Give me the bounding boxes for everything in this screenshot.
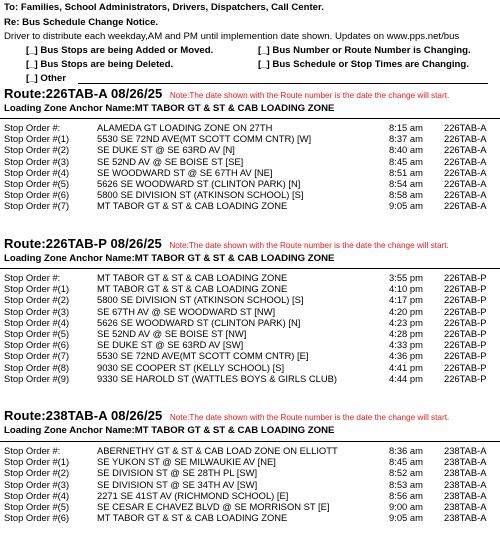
- stop-order-label: Stop Order #(3): [4, 305, 70, 317]
- checkbox-other-label: [_] Other: [26, 73, 66, 84]
- loading-zone-anchor: Loading Zone Anchor Name:MT TABOR GT & ST & CAB LOADING ZONE: [4, 103, 335, 114]
- stop-route-code: 226TAB-P: [444, 350, 487, 362]
- stop-order-label: Stop Order #(4): [4, 166, 70, 178]
- stop-order-label: Stop Order #(7): [4, 200, 70, 212]
- stop-time: 4:23 pm: [389, 316, 423, 328]
- stop-order-label: Stop Order #(3): [4, 155, 70, 167]
- stop-order-label: Stop Order #:: [4, 445, 61, 456]
- table-row: [0, 362, 500, 373]
- stop-route-code: 226TAB-P: [444, 316, 487, 328]
- table-row: [0, 178, 500, 189]
- stop-order-label: Stop Order #(6): [4, 189, 70, 201]
- stop-order-label: Stop Order #(8): [4, 361, 70, 373]
- table-row: [0, 133, 500, 144]
- stop-route-code: 238TAB-A: [444, 489, 487, 501]
- other-write-in-line: [78, 83, 488, 84]
- stop-location: SE WOODWARD ST @ SE 67TH AV [NE]: [97, 166, 273, 178]
- distribution-instruction: Driver to distribute each weekday,AM and PM until implemention date shown. Updates on www.pps.net/bus: [4, 31, 460, 42]
- stop-time: 4:44 pm: [389, 372, 423, 384]
- stop-order-label: Stop Order #(1): [4, 283, 70, 295]
- stop-time: 8:56 am: [389, 489, 423, 501]
- stop-order-label: Stop Order #(6): [4, 339, 70, 351]
- stop-time: 8:15 am: [389, 122, 423, 133]
- re-line: [4, 17, 158, 29]
- table-row: [0, 479, 500, 490]
- stop-location: MT TABOR GT & ST & CAB LOADING ZONE: [97, 200, 288, 212]
- stop-location: 5626 SE WOODWARD ST (CLINTON PARK) [N]: [97, 316, 301, 328]
- route-note: Note:The date shown with the Route number is the date the change will start.: [169, 413, 450, 422]
- stop-order-label: Stop Order #:: [4, 122, 61, 133]
- stop-location: SE 52ND AV @ SE BOISE ST [NW]: [97, 327, 247, 339]
- stop-order-label: Stop Order #(5): [4, 500, 70, 512]
- table-row: [0, 339, 500, 350]
- stop-time: 4:28 pm: [389, 327, 423, 339]
- stop-order-label: Stop Order #(6): [4, 512, 70, 524]
- stop-route-code: 226TAB-P: [444, 372, 487, 384]
- stop-route-code: 226TAB-P: [444, 339, 487, 351]
- stop-route-code: 226TAB-A: [444, 177, 487, 189]
- stop-route-code: 226TAB-A: [444, 166, 487, 178]
- route-title: Route:226TAB-P 08/26/25: [4, 236, 162, 251]
- stop-time: 8:36 am: [389, 445, 423, 456]
- table-row: [0, 350, 500, 361]
- route-note: Note:The date shown with the Route number is the date the change will start.: [169, 241, 449, 250]
- table-row: [0, 283, 500, 294]
- table-row: [0, 122, 500, 133]
- stop-route-code: 226TAB-A: [444, 133, 487, 145]
- stop-time: 4:17 pm: [389, 294, 423, 306]
- route-heading: [4, 407, 449, 425]
- route-title: Route:238TAB-A 08/26/25: [4, 408, 163, 423]
- table-row: [0, 144, 500, 155]
- stop-location: 9330 SE HAROLD ST (WATTLES BOYS & GIRLS CLUB): [97, 372, 337, 384]
- stop-time: 4:41 pm: [389, 361, 423, 373]
- table-row: [0, 189, 500, 200]
- section-divider: [0, 441, 500, 442]
- checkbox-bus-number-changing[interactable]: [_] Bus Number or Route Number is Changing.: [258, 45, 471, 56]
- table-row: [0, 512, 500, 523]
- stop-time: 8:45 am: [389, 456, 423, 468]
- re-label: Re:: [4, 17, 20, 28]
- stops-table: [0, 445, 500, 523]
- stop-order-label: Stop Order #(3): [4, 478, 70, 490]
- section-divider: [0, 268, 500, 269]
- table-row: [0, 490, 500, 501]
- stop-time: 8:51 am: [389, 166, 423, 178]
- table-row: [0, 317, 500, 328]
- stop-order-label: Stop Order #:: [4, 272, 61, 283]
- stop-location: SE 52ND AV @ SE BOISE ST [SE]: [97, 155, 244, 167]
- stop-route-code: 238TAB-A: [444, 445, 487, 456]
- stop-route-code: 226TAB-P: [444, 272, 487, 283]
- table-row: [0, 467, 500, 478]
- checkbox-schedule-changing[interactable]: [_] Bus Schedule or Stop Times are Changing.: [258, 59, 469, 70]
- stop-order-label: Stop Order #(5): [4, 327, 70, 339]
- stop-location: ALAMEDA GT LOADING ZONE ON 27TH: [97, 122, 273, 133]
- stop-location: SE YUKON ST @ SE MILWAUKIE AV [NE]: [97, 456, 276, 468]
- stop-location: SE DUKE ST @ SE 63RD AV [SW]: [97, 339, 244, 351]
- stop-time: 9:05 am: [389, 512, 423, 524]
- stop-time: 4:33 pm: [389, 339, 423, 351]
- table-row: [0, 200, 500, 211]
- stop-time: 8:58 am: [389, 189, 423, 201]
- stop-location: MT TABOR GT & ST & CAB LOADING ZONE: [97, 272, 288, 283]
- stop-route-code: 226TAB-A: [444, 155, 487, 167]
- stop-time: 8:53 am: [389, 478, 423, 490]
- stop-time: 9:05 am: [389, 200, 423, 212]
- stop-route-code: 238TAB-A: [444, 467, 487, 479]
- stop-time: 4:36 pm: [389, 350, 423, 362]
- table-row: [0, 156, 500, 167]
- stop-route-code: 226TAB-A: [444, 189, 487, 201]
- checkbox-stops-deleted[interactable]: [_] Bus Stops are being Deleted.: [26, 59, 174, 70]
- stop-location: SE CESAR E CHAVEZ BLVD @ SE MORRISON ST [E]: [97, 500, 330, 512]
- stop-time: 9:00 am: [389, 500, 423, 512]
- stop-location: SE 67TH AV @ SE WOODWARD ST [NW]: [97, 305, 276, 317]
- stop-order-label: Stop Order #(2): [4, 144, 70, 156]
- table-row: [0, 456, 500, 467]
- stop-order-label: Stop Order #(2): [4, 467, 70, 479]
- stop-time: 8:52 am: [389, 467, 423, 479]
- route-note: Note:The date shown with the Route number is the date the change will start.: [169, 91, 450, 100]
- stop-route-code: 226TAB-P: [444, 361, 487, 373]
- stop-location: 5800 SE DIVISION ST (ATKINSON SCHOOL) [S]: [97, 189, 304, 201]
- stop-time: 4:10 pm: [389, 283, 423, 295]
- stop-location: 9030 SE COOPER ST (KELLY SCHOOL) [S]: [97, 361, 285, 373]
- loading-zone-anchor: Loading Zone Anchor Name:MT TABOR GT & ST & CAB LOADING ZONE: [4, 425, 335, 436]
- to-label: To:: [4, 2, 19, 13]
- checkbox-other[interactable]: [26, 73, 66, 85]
- stop-route-code: 226TAB-P: [444, 305, 487, 317]
- stop-location: MT TABOR GT & ST & CAB LOADING ZONE: [97, 512, 288, 524]
- stop-time: 8:45 am: [389, 155, 423, 167]
- table-row: [0, 445, 500, 456]
- stop-order-label: Stop Order #(4): [4, 316, 70, 328]
- stops-table: [0, 272, 500, 384]
- stop-order-label: Stop Order #(4): [4, 489, 70, 501]
- stop-location: 5530 SE 72ND AVE(MT SCOTT COMM CNTR) [W]: [97, 133, 312, 145]
- stop-order-label: Stop Order #(7): [4, 350, 70, 362]
- stop-order-label: Stop Order #(5): [4, 177, 70, 189]
- stop-route-code: 226TAB-P: [444, 327, 487, 339]
- stop-route-code: 226TAB-A: [444, 122, 487, 133]
- stop-location: 2271 SE 41ST AV (RICHMOND SCHOOL) [E]: [97, 489, 289, 501]
- stop-route-code: 226TAB-A: [444, 144, 487, 156]
- stop-order-label: Stop Order #(2): [4, 294, 70, 306]
- stop-time: 8:40 am: [389, 144, 423, 156]
- stop-location: 5800 SE DIVISION ST (ATKINSON SCHOOL) [S]: [97, 294, 304, 306]
- route-title: Route:226TAB-A 08/26/25: [4, 86, 163, 101]
- stops-table: [0, 122, 500, 212]
- table-row: [0, 373, 500, 384]
- checkbox-stops-added[interactable]: [_] Bus Stops are being Added or Moved.: [26, 45, 214, 56]
- table-row: [0, 294, 500, 305]
- stop-time: 8:37 am: [389, 133, 423, 145]
- stop-location: SE DIVISION ST @ SE 28TH PL [SW]: [97, 467, 258, 479]
- table-row: [0, 167, 500, 178]
- route-heading: [4, 235, 449, 253]
- stop-route-code: 238TAB-A: [444, 478, 487, 490]
- stop-location: 5530 SE 72ND AVE(MT SCOTT COMM CNTR) [E]: [97, 350, 309, 362]
- table-row: [0, 501, 500, 512]
- table-row: [0, 306, 500, 317]
- table-row: [0, 272, 500, 283]
- stop-route-code: 226TAB-A: [444, 200, 487, 212]
- stop-route-code: 238TAB-A: [444, 456, 487, 468]
- stop-time: 8:54 am: [389, 177, 423, 189]
- stop-location: ABERNETHY GT & ST & CAB LOAD ZONE ON ELLIOTT: [97, 445, 338, 456]
- stop-order-label: Stop Order #(9): [4, 372, 70, 384]
- table-row: [0, 328, 500, 339]
- stop-order-label: Stop Order #(1): [4, 456, 70, 468]
- stop-order-label: Stop Order #(1): [4, 133, 70, 145]
- stop-location: MT TABOR GT & ST & CAB LOADING ZONE: [97, 283, 288, 295]
- to-text: Families, School Administrators, Drivers, Dispatchers, Call Center.: [20, 2, 324, 13]
- stop-route-code: 238TAB-A: [444, 512, 487, 524]
- stop-location: SE DIVISION ST @ SE 34TH AV [SW]: [97, 478, 258, 490]
- stop-route-code: 226TAB-P: [444, 283, 487, 295]
- stop-location: 5626 SE WOODWARD ST (CLINTON PARK) [N]: [97, 177, 301, 189]
- re-text: Bus Schedule Change Notice.: [22, 17, 159, 28]
- stop-time: 3:55 pm: [389, 272, 423, 283]
- stop-time: 4:20 pm: [389, 305, 423, 317]
- stop-route-code: 238TAB-A: [444, 500, 487, 512]
- stop-location: SE DUKE ST @ SE 63RD AV [N]: [97, 144, 235, 156]
- stop-route-code: 226TAB-P: [444, 294, 487, 306]
- loading-zone-anchor: Loading Zone Anchor Name:MT TABOR GT & ST & CAB LOADING ZONE: [4, 253, 335, 264]
- route-heading: [4, 85, 449, 103]
- section-divider: [0, 118, 500, 119]
- to-line: [4, 2, 324, 14]
